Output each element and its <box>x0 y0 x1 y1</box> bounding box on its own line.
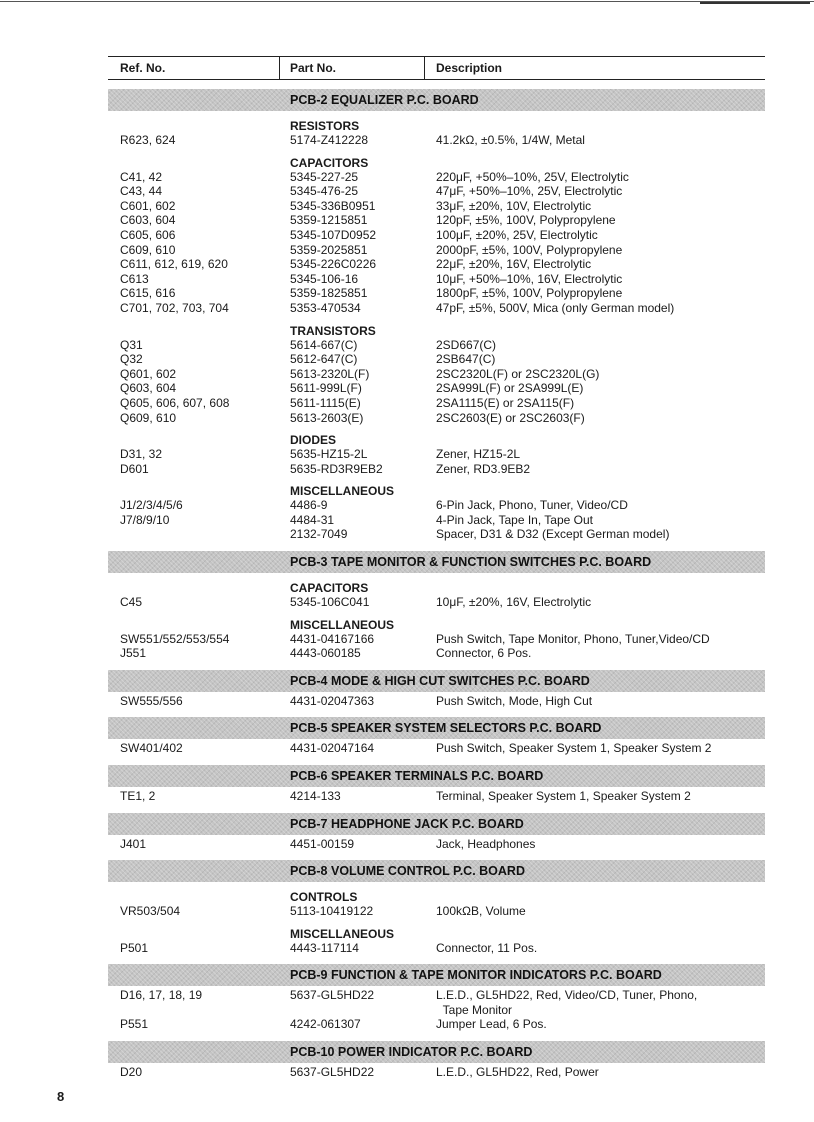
part-no: 5635-HZ15-2L <box>290 447 368 462</box>
ref-no: D601 <box>120 461 149 476</box>
description: 100μF, ±20%, 25V, Electrolytic <box>436 227 598 242</box>
description: Push Switch, Mode, High Cut <box>436 693 593 708</box>
table-row <box>108 595 765 610</box>
parts-group <box>108 837 765 852</box>
description: 22μF, ±20%, 16V, Electrolytic <box>436 257 592 272</box>
category-heading <box>108 581 765 595</box>
section-title: PCB-10 POWER INDICATOR P.C. BOARD <box>290 1045 533 1059</box>
table-row <box>108 1017 765 1032</box>
table-row <box>108 199 765 214</box>
table-row <box>108 1065 765 1080</box>
part-no: 5353-470534 <box>290 300 361 315</box>
section-title: PCB-3 TAPE MONITOR & FUNCTION SWITCHES P.C. BOARD <box>290 555 652 570</box>
section-band <box>108 813 765 835</box>
ref-no: SW401/402 <box>120 741 183 756</box>
category-heading <box>108 433 765 447</box>
table-row <box>108 243 765 258</box>
table-row <box>108 646 765 661</box>
ref-no: C701, 702, 703, 704 <box>120 300 229 315</box>
description: 10μF, +50%–10%, 16V, Electrolytic <box>436 271 623 286</box>
category-label: CAPACITORS <box>290 581 369 596</box>
parts-group <box>108 433 765 476</box>
section-band <box>108 765 765 787</box>
ref-no: Q601, 602 <box>120 366 177 381</box>
ref-no: J551 <box>120 646 147 661</box>
ref-no: J401 <box>120 836 147 851</box>
part-no: 5614-667(C) <box>290 337 358 352</box>
ref-no: SW555/556 <box>120 693 183 708</box>
part-no: 5613-2603(E) <box>290 410 364 425</box>
part-no: 5611-999L(F) <box>290 381 362 396</box>
parts-group <box>108 581 765 610</box>
ref-no: C615, 616 <box>120 286 176 301</box>
ref-no: VR503/504 <box>120 904 181 919</box>
ref-no: P501 <box>120 940 149 955</box>
part-no: 4443-060185 <box>290 646 361 661</box>
table-row <box>108 272 765 287</box>
part-no: 5637-GL5HD22 <box>290 1065 375 1079</box>
part-no: 4431-04167166 <box>290 631 375 646</box>
part-no: 5613-2320L(F) <box>290 366 370 381</box>
part-no: 5174-Z412228 <box>290 133 369 147</box>
description: Zener, RD3.9EB2 <box>436 461 531 476</box>
section-band <box>108 551 765 573</box>
category-label: MISCELLANEOUS <box>290 926 395 941</box>
description: 2SA999L(F) or 2SA999L(E) <box>436 381 584 396</box>
page-number: 8 <box>57 1089 65 1104</box>
table-row <box>108 352 765 367</box>
description: 120pF, ±5%, 100V, Polypropylene <box>436 213 616 228</box>
part-no: 5345-106C041 <box>290 595 370 610</box>
description: 10μF, ±20%, 16V, Electrolytic <box>436 595 592 610</box>
section-title: PCB-7 HEADPHONE JACK P.C. BOARD <box>290 816 524 831</box>
part-no: 5345-107D0952 <box>290 227 377 242</box>
section-band <box>108 964 765 986</box>
part-no: 5345-227-25 <box>290 169 359 184</box>
section-title: PCB-4 MODE & HIGH CUT SWITCHES P.C. BOARD <box>290 673 590 688</box>
description: Push Switch, Tape Monitor, Phono, Tuner,Video/CD <box>436 631 710 646</box>
ref-no: C609, 610 <box>120 242 176 257</box>
table-row <box>108 462 765 477</box>
column-divider <box>279 57 280 79</box>
ref-no: R623, 624 <box>120 133 176 147</box>
description: 100kΩB, Volume <box>436 904 526 919</box>
part-no: 4451-00159 <box>290 836 355 851</box>
description: 2000pF, ±5%, 100V, Polypropylene <box>436 242 623 257</box>
description: Push Switch, Speaker System 1, Speaker System 2 <box>436 741 712 756</box>
ref-no: SW551/552/553/554 <box>120 631 230 646</box>
section-title: PCB-9 FUNCTION & TAPE MONITOR INDICATORS P.C. BOARD <box>290 968 662 983</box>
category-label: RESISTORS <box>290 119 360 133</box>
table-row <box>108 184 765 199</box>
page-top-rule <box>0 1 814 2</box>
description: Jumper Lead, 6 Pos. <box>436 1017 547 1032</box>
ref-no: Q31 <box>120 337 143 352</box>
table-row <box>108 286 765 301</box>
ref-no: C613 <box>120 271 149 286</box>
table-row <box>108 632 765 647</box>
section-title: PCB-5 SPEAKER SYSTEM SELECTORS P.C. BOARD <box>290 721 602 736</box>
category-label: TRANSISTORS <box>290 323 376 338</box>
category-heading <box>108 484 765 498</box>
description: L.E.D., GL5HD22, Red, Video/CD, Tuner, Phono, Tape Monitor <box>436 988 698 1017</box>
table-row <box>108 411 765 426</box>
ref-no: Q609, 610 <box>120 410 177 425</box>
table-row <box>108 527 765 542</box>
description: 41.2kΩ, ±0.5%, 1/4W, Metal <box>436 133 585 147</box>
part-no: 4486-9 <box>290 498 328 513</box>
table-row <box>108 988 765 1017</box>
column-divider <box>424 57 425 79</box>
ref-no: C41, 42 <box>120 169 163 184</box>
part-no: 5359-1825851 <box>290 286 368 301</box>
table-row <box>108 257 765 272</box>
description: 2SD667(C) <box>436 337 497 352</box>
ref-no: Q603, 604 <box>120 381 177 396</box>
header-part-no: Part No. <box>290 61 337 75</box>
parts-group <box>108 890 765 919</box>
table-row <box>108 741 765 756</box>
parts-group <box>108 324 765 426</box>
description: Connector, 6 Pos. <box>436 646 532 661</box>
header-ref-no: Ref. No. <box>120 61 166 75</box>
ref-no: D31, 32 <box>120 447 163 462</box>
description: 2SB647(C) <box>436 352 496 367</box>
ref-no: Q605, 606, 607, 608 <box>120 395 230 410</box>
part-no: 5359-1215851 <box>290 213 368 228</box>
description: 33μF, ±20%, 10V, Electrolytic <box>436 198 592 213</box>
part-no: 5345-106-16 <box>290 271 359 286</box>
parts-group <box>108 694 765 709</box>
category-heading <box>108 618 765 632</box>
table-row <box>108 789 765 804</box>
part-no: 5345-476-25 <box>290 184 359 199</box>
description: 1800pF, ±5%, 100V, Polypropylene <box>436 286 623 301</box>
table-row <box>108 133 765 148</box>
part-no: 4484-31 <box>290 512 335 527</box>
table-row <box>108 228 765 243</box>
table-row <box>108 447 765 462</box>
table-row <box>108 513 765 528</box>
table-row <box>108 301 765 316</box>
parts-group <box>108 789 765 804</box>
category-label: CONTROLS <box>290 890 358 905</box>
part-no: 5345-336B0951 <box>290 198 376 213</box>
page-top-rule-mark <box>700 2 810 4</box>
parts-group <box>108 988 765 1032</box>
description: 220μF, +50%–10%, 25V, Electrolytic <box>436 169 629 184</box>
table-row <box>108 837 765 852</box>
description: 2SC2603(E) or 2SC2603(F) <box>436 410 585 425</box>
ref-no: C43, 44 <box>120 184 163 199</box>
parts-group <box>108 484 765 542</box>
table-row <box>108 396 765 411</box>
part-no: 5345-226C0226 <box>290 257 377 272</box>
section-band <box>108 670 765 692</box>
ref-no: TE1, 2 <box>120 789 156 804</box>
part-no: 2132-7049 <box>290 527 348 542</box>
part-no: 4431-02047363 <box>290 693 375 708</box>
part-no: 4214-133 <box>290 789 341 804</box>
category-label: DIODES <box>290 433 337 448</box>
part-no: 5635-RD3R9EB2 <box>290 461 383 476</box>
header-description: Description <box>436 61 503 75</box>
part-no: 4431-02047164 <box>290 741 375 756</box>
part-no: 5113-10419122 <box>290 904 374 919</box>
parts-list-table <box>108 56 765 1080</box>
description: Terminal, Speaker System 1, Speaker System 2 <box>436 789 691 804</box>
section-band <box>108 89 765 111</box>
table-body <box>108 89 765 1080</box>
parts-group <box>108 119 765 148</box>
description: Connector, 11 Pos. <box>436 940 538 955</box>
section-band <box>108 860 765 882</box>
ref-no: C611, 612, 619, 620 <box>120 257 228 272</box>
description: 6-Pin Jack, Phono, Tuner, Video/CD <box>436 498 628 513</box>
description: L.E.D., GL5HD22, Red, Power <box>436 1065 599 1079</box>
parts-group <box>108 618 765 661</box>
part-no: 5611-1115(E) <box>290 395 361 410</box>
table-row <box>108 170 765 185</box>
description: Zener, HZ15-2L <box>436 447 521 462</box>
category-heading <box>108 156 765 170</box>
category-heading <box>108 119 765 133</box>
ref-no: J7/8/9/10 <box>120 512 170 527</box>
description: 2SA1115(E) or 2SA115(F) <box>436 395 575 410</box>
section-title: PCB-2 EQUALIZER P.C. BOARD <box>290 93 479 107</box>
table-row <box>108 213 765 228</box>
table-row <box>108 367 765 382</box>
table-row <box>108 694 765 709</box>
ref-no: D16, 17, 18, 19 <box>120 988 203 1003</box>
description: 2SC2320L(F) or 2SC2320L(G) <box>436 366 600 381</box>
description: 47μF, +50%–10%, 25V, Electrolytic <box>436 184 623 199</box>
part-no: 4443-117114 <box>290 940 359 955</box>
table-row <box>108 941 765 956</box>
description: Spacer, D31 & D32 (Except German model) <box>436 527 670 542</box>
category-label: MISCELLANEOUS <box>290 484 395 499</box>
category-heading <box>108 324 765 338</box>
ref-no: Q32 <box>120 352 143 367</box>
section-title: PCB-6 SPEAKER TERMINALS P.C. BOARD <box>290 769 544 784</box>
table-row <box>108 498 765 513</box>
ref-no: C601, 602 <box>120 198 176 213</box>
category-label: CAPACITORS <box>290 155 369 170</box>
ref-no: P551 <box>120 1017 149 1032</box>
ref-no: D20 <box>120 1065 143 1079</box>
table-header <box>108 56 765 80</box>
section-band <box>108 717 765 739</box>
category-label: MISCELLANEOUS <box>290 617 395 632</box>
ref-no: J1/2/3/4/5/6 <box>120 498 183 513</box>
ref-no: C605, 606 <box>120 227 176 242</box>
parts-group <box>108 927 765 956</box>
table-row <box>108 338 765 353</box>
category-heading <box>108 927 765 941</box>
category-heading <box>108 890 765 904</box>
ref-no: C45 <box>120 595 143 610</box>
description: Jack, Headphones <box>436 836 536 851</box>
section-title: PCB-8 VOLUME CONTROL P.C. BOARD <box>290 864 525 879</box>
ref-no: C603, 604 <box>120 213 176 228</box>
part-no: 5637-GL5HD22 <box>290 988 375 1003</box>
description: 47pF, ±5%, 500V, Mica (only German model) <box>436 300 675 315</box>
part-no: 4242-061307 <box>290 1017 361 1032</box>
table-row <box>108 904 765 919</box>
parts-group <box>108 156 765 316</box>
parts-group <box>108 1065 765 1080</box>
table-row <box>108 381 765 396</box>
part-no: 5359-2025851 <box>290 242 368 257</box>
section-band <box>108 1041 765 1063</box>
description: 4-Pin Jack, Tape In, Tape Out <box>436 512 593 527</box>
parts-group <box>108 741 765 756</box>
part-no: 5612-647(C) <box>290 352 358 367</box>
